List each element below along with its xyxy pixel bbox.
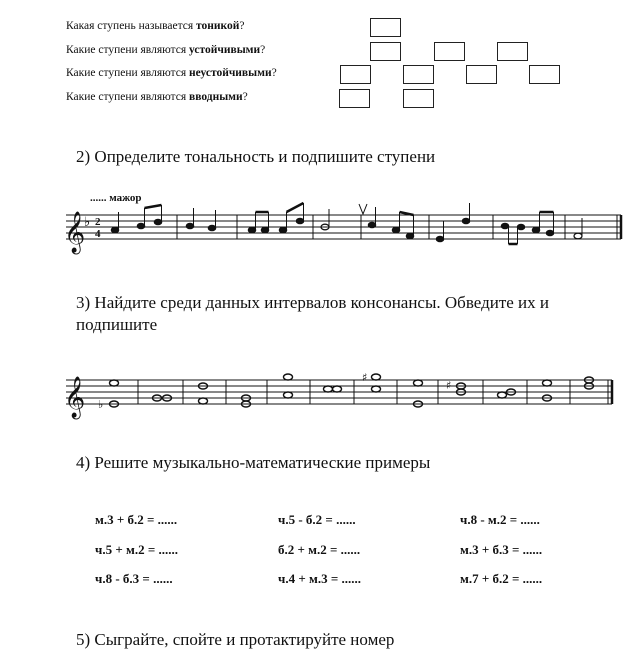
svg-text:♯: ♯ bbox=[446, 379, 452, 392]
example-2-1: ч.5 + м.2 = ...... bbox=[95, 542, 179, 557]
melody-staff bbox=[66, 215, 621, 239]
example-1-1: м.3 + б.2 = ...... bbox=[95, 512, 178, 527]
melody-barlines bbox=[177, 215, 621, 239]
question-tonic: Какая ступень называется тоникой? bbox=[66, 20, 245, 32]
answer-box-unstable-1[interactable] bbox=[340, 65, 371, 84]
interval-whole-notes bbox=[110, 374, 594, 407]
time-sig-bottom: 4 bbox=[95, 228, 101, 240]
question-leading: Какие ступени являются вводными? bbox=[66, 91, 248, 103]
example-2-3: м.3 + б.3 = ...... bbox=[460, 542, 543, 557]
task2-title: 2) Определите тональность и подпишите ступени bbox=[76, 147, 436, 166]
treble-clef-icon: 𝄞 bbox=[64, 377, 86, 418]
question-unstable: Какие ступени являются неустойчивыми? bbox=[66, 67, 277, 79]
answer-box-leading-2[interactable] bbox=[403, 89, 434, 108]
interval-barlines bbox=[138, 380, 612, 404]
answer-box-leading-1[interactable] bbox=[339, 89, 370, 108]
svg-text:♭: ♭ bbox=[98, 398, 104, 411]
task3-title: 3) Найдите среди данных интервалов консонансы. Обведите их и подпишите bbox=[76, 293, 549, 334]
task5-title: 5) Сыграйте, спойте и протактируйте номер bbox=[76, 630, 395, 649]
flat-key-icon: ♭ bbox=[84, 215, 91, 230]
example-3-2: ч.4 + м.3 = ...... bbox=[278, 571, 362, 586]
interval-staff bbox=[66, 380, 612, 404]
example-1-3: ч.8 - м.2 = ...... bbox=[460, 512, 540, 527]
answer-box-stable-1[interactable] bbox=[370, 42, 401, 61]
answer-box-unstable-3[interactable] bbox=[466, 65, 497, 84]
answer-box-stable-3[interactable] bbox=[497, 42, 528, 61]
example-3-3: м.7 + б.2 = ...... bbox=[460, 571, 543, 586]
melody-notes bbox=[111, 203, 582, 244]
example-1-2: ч.5 - б.2 = ...... bbox=[278, 512, 356, 527]
answer-box-stable-2[interactable] bbox=[434, 42, 465, 61]
example-3-1: ч.8 - б.3 = ...... bbox=[95, 571, 173, 586]
task4-title: 4) Решите музыкально-математические примеры bbox=[76, 453, 431, 472]
answer-box-unstable-4[interactable] bbox=[529, 65, 560, 84]
example-2-2: б.2 + м.2 = ...... bbox=[278, 542, 361, 557]
interval-accidentals bbox=[98, 371, 451, 411]
key-label: ...... мажор bbox=[90, 192, 142, 204]
question-stable: Какие ступени являются устойчивыми? bbox=[66, 44, 266, 56]
answer-box-tonic[interactable] bbox=[370, 18, 401, 37]
time-sig-top: 2 bbox=[95, 216, 101, 228]
svg-text:♯: ♯ bbox=[362, 371, 368, 384]
answer-box-unstable-2[interactable] bbox=[403, 65, 434, 84]
treble-clef-icon: 𝄞 bbox=[64, 212, 86, 253]
